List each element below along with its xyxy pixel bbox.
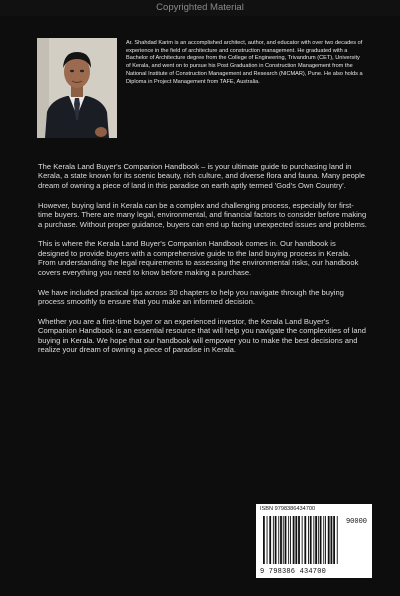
barcode-bar	[293, 516, 295, 564]
price-code: 90000	[345, 518, 367, 526]
description-paragraph-4: We have included practical tips across 30 chapters to help you navigate through the buying process smoothly to ensure that you make an informed decision.	[38, 287, 344, 306]
isbn-barcode-box	[256, 504, 372, 578]
barcode-bar	[280, 516, 282, 564]
barcode-bar	[304, 516, 306, 564]
barcode-bar	[331, 516, 333, 564]
barcode-bar	[269, 516, 271, 564]
barcode-bar	[263, 516, 265, 564]
barcode-bar	[283, 516, 284, 564]
barcode-bar	[337, 516, 338, 564]
barcode-bar	[333, 516, 335, 564]
barcode-digits: 9 798386 434700	[260, 568, 327, 576]
description-paragraph-1: The Kerala Land Buyer's Companion Handbook – is your ultimate guide to purchasing land in Kerala, a state known for its scenic beauty, rich culture, and diverse flora and fauna. Many people dream of owning a piece of land in this paradise on earth aptly termed 'God's Own Country'.	[38, 162, 365, 190]
barcode-bar	[310, 516, 312, 564]
barcode-bar	[318, 516, 319, 564]
barcode-bar	[290, 516, 291, 564]
barcode-icon	[262, 516, 340, 566]
barcode-bar	[302, 516, 303, 564]
barcode-bar	[328, 516, 330, 564]
barcode-bar	[288, 516, 289, 564]
barcode-bar	[325, 516, 326, 564]
description-paragraph-3: This is where the Kerala Land Buyer's Companion Handbook comes in. Our handbook is designed to provide buyers with a comprehensive guide to the land buying process in Kerala. From understanding the legal requirements to assessing the environmental risks, our handbook covers everything you need to know before making a purchase.	[38, 239, 359, 277]
barcode-bar	[285, 516, 287, 564]
barcode-bar	[298, 516, 300, 564]
barcode-bar	[308, 516, 309, 564]
barcode-bar	[278, 516, 279, 564]
author-bio: Ar. Shahdad Karim is an accomplished architect, author, and educator with over two decades of experience in the field of architecture and construction management. He graduated with a Bachelor of Architecture degree from the College of Engineering, Trivandrum (CET), University of Kerala, and went on to pursue his Post Graduation in Construction Management from the National Institute of Construction Management and Research (NICMAR), Pune. He also holds a Diploma in Project Management from TAFE, Australia.	[126, 40, 363, 85]
author-portrait-svg	[37, 38, 117, 138]
isbn-label: ISBN 9798386434700	[260, 506, 316, 512]
description-paragraph-2: However, buying land in Kerala can be a complex and challenging process, especially for first-time buyers. There are many legal, environmental, and financial factors to consider before making a purchase. Without proper guidance, buyers can end up facing unexpected issues and problems.	[38, 200, 367, 229]
barcode-bar	[267, 516, 268, 564]
barcode-bar	[323, 516, 324, 564]
barcode-bar	[320, 516, 322, 564]
copyright-watermark: Copyrighted Material	[0, 0, 400, 16]
barcode-bar	[313, 516, 314, 564]
book-description	[38, 162, 368, 365]
description-paragraph-5: Whether you are a first-time buyer or an experienced investor, the Kerala Land Buyer's Companion Handbook is an essential resource that will help you navigate the complexities of land buying in Kerala. We hope that our handbook will empower you to make the best decisions and realize your dream of owning a piece of paradise in Kerala.	[38, 316, 366, 355]
barcode-bar	[315, 516, 317, 564]
author-portrait-icon	[37, 38, 117, 138]
barcode-bar	[295, 516, 297, 564]
barcode-bar	[273, 516, 274, 564]
barcode-bar	[275, 516, 277, 564]
